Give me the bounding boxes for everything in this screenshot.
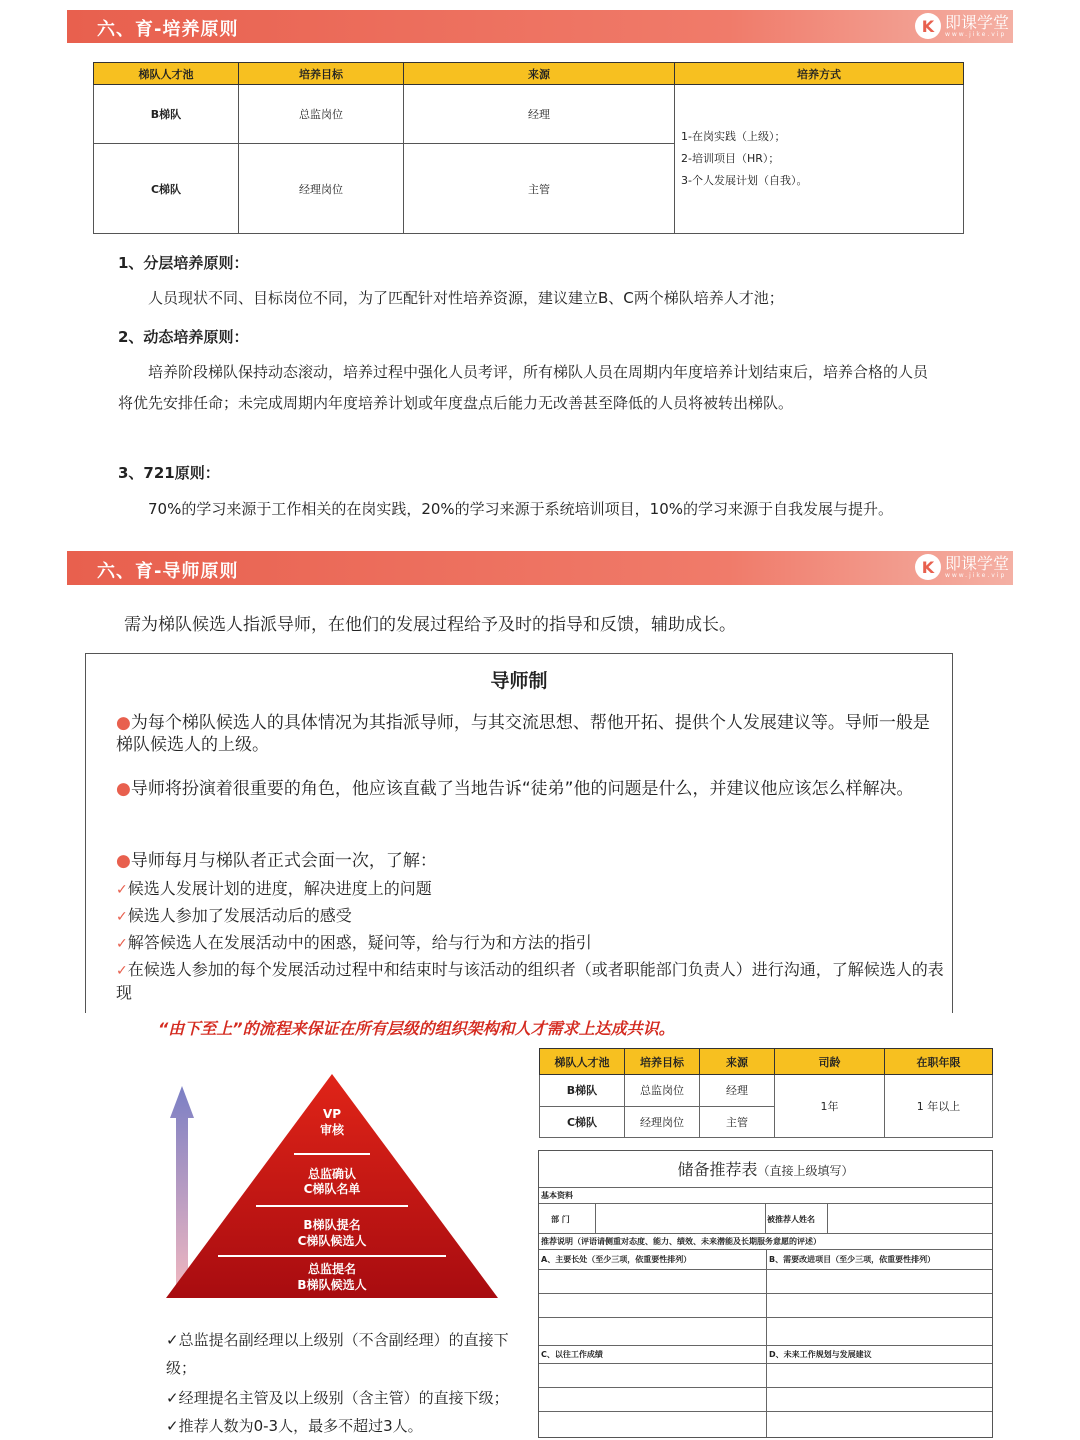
process-quote: “由下至上”的流程来保证在所有层级的组织架构和人才需求上达成共识。 [158, 1019, 675, 1038]
check-icon: ✓ [116, 882, 128, 898]
cell-pool: C梯队 [94, 144, 239, 234]
principle-text: 人员现状不同、目标岗位不同，为了匹配针对性培养资源，建议建立B、C两个梯队培养人才池； [148, 289, 784, 307]
bullet-dot-icon: ● [116, 779, 131, 799]
past-results-label: C、以往工作成绩 [541, 1350, 603, 1359]
brand-logo-icon: K [915, 13, 941, 39]
mentor-bullet: ●导师每月与梯队者正式会面一次，了解： [116, 851, 437, 871]
brand-name: 即课学堂 [944, 12, 1009, 32]
col-header: 梯队人才池 [94, 63, 239, 85]
check-icon: ✓ [116, 909, 128, 925]
future-plan-label: D、未来工作规划与发展建议 [769, 1350, 872, 1359]
col-header: 来源 [404, 63, 675, 85]
recommendation-form [538, 1150, 993, 1438]
brand [915, 554, 1009, 580]
section-banner-mentor [67, 551, 1013, 585]
mentor-box [85, 653, 953, 1013]
principle-heading: 1、分层培养原则： [118, 254, 249, 272]
col-header: 梯队人才池 [540, 1049, 625, 1075]
cell-pool: C梯队 [540, 1106, 625, 1138]
section-banner-training [67, 10, 1013, 43]
cell-target: 经理岗位 [625, 1106, 700, 1138]
method-item: 3-个人发展计划（自我）。 [681, 174, 808, 187]
banner-title: 六、育-导师原则 [97, 561, 239, 582]
brand-url: www.jike.vip [944, 30, 1007, 38]
brand-logo-icon: K [915, 554, 941, 580]
cell-source: 主管 [700, 1106, 775, 1138]
nomination-note: ✓经理提名主管及以上级别（含主管）的直接下级； [166, 1389, 509, 1407]
pyramid-level-2: C梯队名单 [303, 1182, 361, 1196]
cell-source: 经理 [700, 1075, 775, 1107]
pyramid-level-2: 总监确认 [307, 1167, 357, 1181]
check-icon: ✓ [116, 963, 128, 979]
principle-heading: 2、动态培养原则： [118, 328, 249, 346]
pyramid-level-1: 审核 [319, 1123, 345, 1137]
nominee-label: 被推荐人姓名 [767, 1215, 815, 1224]
pyramid-level-3: B梯队提名 [303, 1218, 361, 1232]
improvements-label: B、需要改进项目（至少三项，依重要性排列） [769, 1255, 936, 1264]
cell-target: 总监岗位 [625, 1075, 700, 1107]
cell-pool: B梯队 [94, 85, 239, 144]
form-basic-label: 基本资料 [539, 1187, 992, 1203]
upward-arrow-icon [170, 1086, 194, 1294]
mentor-check: ✓候选人发展计划的进度，解决进度上的问题 [116, 879, 432, 898]
table-row [94, 85, 964, 144]
mentor-intro: 需为梯队候选人指派导师，在他们的发展过程给予及时的指导和反馈，辅助成长。 [124, 615, 736, 635]
cell-source: 主管 [404, 144, 675, 234]
mentor-check: ✓候选人参加了发展活动后的感受 [116, 906, 352, 925]
brand-name: 即课学堂 [944, 553, 1009, 573]
bullet-dot-icon: ● [116, 851, 131, 871]
pyramid-level-3: C梯队候选人 [297, 1234, 367, 1248]
principle-heading: 3、721原则： [118, 464, 220, 482]
cell-tenure: 1年 [775, 1075, 885, 1138]
form-reason-label: 推荐说明（评语请侧重对态度、能力、绩效、未来潜能及长期服务意愿的评述） [539, 1233, 992, 1249]
nomination-note: ✓推荐人数为0-3人，最多不超过3人。 [166, 1417, 423, 1435]
principle-text: 70%的学习来源于工作相关的在岗实践，20%的学习来源于系统培训项目，10%的学习来源于自我发展与提升。 [148, 500, 894, 518]
brand [915, 13, 1009, 39]
cell-years: 1 年以上 [885, 1075, 993, 1138]
mentor-box-title: 导师制 [490, 670, 548, 692]
pyramid-level-1: VP [322, 1107, 342, 1121]
mentor-bullet: ●导师将扮演着很重要的角色，他应该直截了当地告诉“徒弟”他的问题是什么，并建议他应该怎么样解决。 [116, 779, 914, 799]
strengths-label: A、主要长处（至少三项，依重要性排列） [541, 1255, 692, 1264]
form-title: 储备推荐表（直接上级填写） [677, 1160, 854, 1179]
principle-text: 培养阶段梯队保持动态滚动，培养过程中强化人员考评，所有梯队人员在周期内年度培养计划结束后，培养合格的人员将优先安排任命；未完成周期内年度培养计划或年度盘点后能力无改善甚至降低的人员将被转出梯队。 [118, 363, 929, 412]
brand-url: www.jike.vip [944, 571, 1007, 579]
dept-label: 部 门 [551, 1215, 570, 1224]
col-header: 培养目标 [239, 63, 404, 85]
check-icon: ✓ [116, 936, 128, 952]
cell-methods [675, 85, 964, 234]
training-table [93, 62, 964, 234]
bullet-dot-icon: ● [116, 713, 131, 733]
method-item: 1-在岗实践（上级）； [681, 130, 786, 143]
banner-title: 六、育-培养原则 [97, 19, 239, 40]
col-header: 培养目标 [625, 1049, 700, 1075]
mentor-check: ✓在候选人参加的每个发展活动过程中和结束时与该活动的组织者（或者职能部门负责人）进行沟通，了解候选人的表现 [116, 960, 944, 1002]
mentor-check: ✓解答候选人在发展活动中的困惑，疑问等，给与行为和方法的指引 [116, 933, 592, 952]
candidate-criteria-table [539, 1048, 993, 1138]
cell-target: 总监岗位 [239, 85, 404, 144]
cell-pool: B梯队 [540, 1075, 625, 1107]
cell-source: 经理 [404, 85, 675, 144]
pyramid-level-4: B梯队候选人 [297, 1278, 367, 1292]
table-row [540, 1075, 993, 1107]
mentor-bullet: ●为每个梯队候选人的具体情况为其指派导师，与其交流思想、帮他开拓、提供个人发展建议等。导师一般是梯队候选人的上级。 [116, 713, 930, 755]
method-item: 2-培训项目（HR）； [681, 152, 780, 165]
pyramid-level-4: 总监提名 [307, 1262, 357, 1276]
col-header: 来源 [700, 1049, 775, 1075]
col-header: 司龄 [775, 1049, 885, 1075]
col-header: 培养方式 [675, 63, 964, 85]
nomination-note: ✓总监提名副经理以上级别（不含副经理）的直接下级； [166, 1331, 509, 1377]
cell-target: 经理岗位 [239, 144, 404, 234]
col-header: 在职年限 [885, 1049, 993, 1075]
nomination-pyramid [160, 1068, 510, 1304]
